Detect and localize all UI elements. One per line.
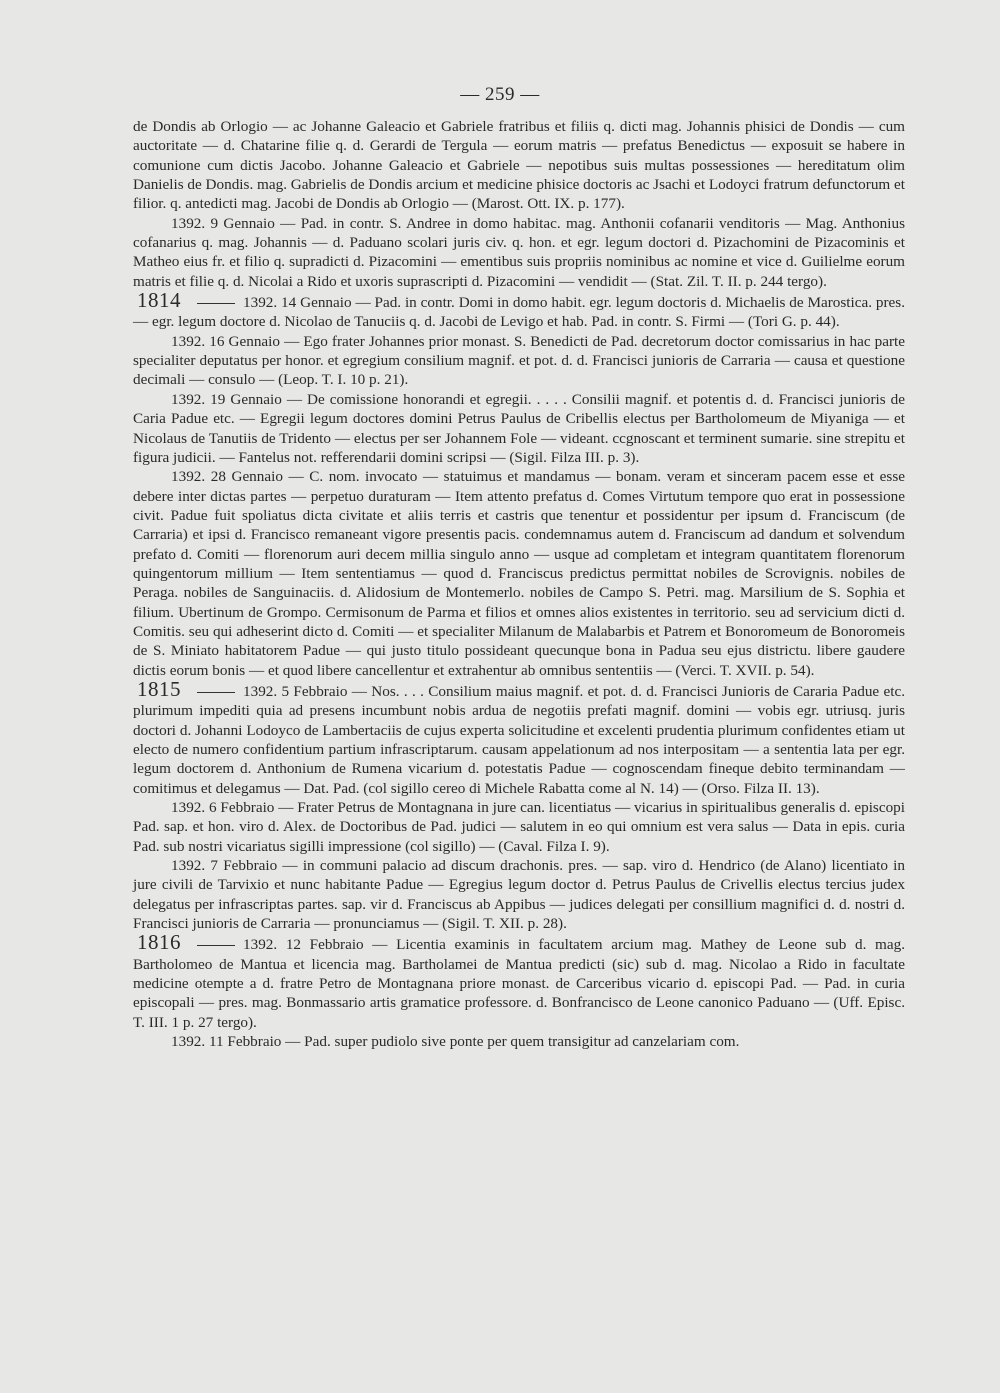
- paragraph: [133, 214, 905, 291]
- body-text: [133, 117, 905, 1052]
- paragraph-text: 1392. 14 Gennaio — Pad. in contr. Domi in domo habit. egr. legum doctoris d. Michaelis de Marostica. pres. — egr. legum doctore d. Nicolao de Tanuciis q. d. Jacobi de Levigo et hab. Pad. in contr. S. Firmi — (Tori G. p. 44).: [133, 294, 905, 331]
- paragraph: [133, 332, 905, 390]
- paragraph-text: 1392. 16 Gennaio — Ego frater Johannes prior monast. S. Benedicti de Pad. decretorum doctor comissarius in hac parte specialiter deputatus per honor. et egregium consilium magnif. et pot. d. d. Francisci junioris de Carraria — causa et questione decimali — consulo — (Leop. T. I. 10 p. 21).: [133, 332, 905, 389]
- paragraph-text: 1392. 12 Febbraio — Licentia examinis in facultatem arcium mag. Mathey de Leone sub d. mag. Bartholomeo de Mantua et licencia mag. Bartholamei de Mantua predicti (sic) sub d. mag. Nicolao a Rido in facultate medicine otempte a d. fratre Petro de Montagnana priore monast. de Carceribus vicario d. episcopi Pad. — Pad. in curia episcopali — pres. mag. Bonmassario artis gramatice professore. d. Bonfrancisco de Leone canonico Paduano — (Uff. Episc. T. III. 1 p. 27 tergo).: [133, 936, 905, 1031]
- paragraph: [133, 390, 905, 467]
- paragraph-text: 1392. 6 Febbraio — Frater Petrus de Montagnana in jure can. licentiatus — vicarius in spiritualibus generalis d. episcopi Pad. sap. et hon. viro d. Alex. de Doctoribus de Pad. judici — salutem in eo qui omnium est vera salus — Data in epis. curia Pad. sub nostri vicariatus sigilli impressione (col sigillo) — (Caval. Filza I. 9).: [133, 799, 905, 855]
- document-entry-1816: [133, 930, 905, 1032]
- number-dash-separator: [197, 945, 235, 946]
- paragraph: [133, 798, 905, 856]
- document-entry-1814: [133, 288, 905, 332]
- paragraph-text: 1392. 19 Gennaio — De comissione honorandi et egregii. . . . . Consilii magnif. et potentis d. d. Francisci junioris de Caria Padue etc. — Egregii legum doctores domini Petrus Paulus de Cribellis electus per Bartholomeum de Miyaniga — et Nicolaus de Tanutiis de Tridento — electus per ser Johannem Fole — videant. ccgnoscant et terminent sumarie. sine strepitu et figura judicii. — Fantelus not. refferendarii domini scripsi — (Sigil. Filza III. p. 3).: [133, 390, 905, 466]
- paragraph: [133, 467, 905, 680]
- document-number: 1815: [137, 676, 181, 701]
- number-dash-separator: [197, 692, 235, 693]
- document-entry-1815: [133, 676, 905, 798]
- paragraph-text: 1392. 9 Gennaio — Pad. in contr. S. Andree in domo habitac. mag. Anthonii cofanarii venditoris — Mag. Anthonius cofanarius q. mag. Johannis — d. Paduano scolari juris civ. q. hon. et egr. legum doctori d. Pizachomini de Pizacominis et Matheo eius fr. et filio q. supradicti d. Pizacomini — ementibus suis propriis nominibus ac nomine et vice d. Guilielme eorum matris et filie q. d. Nicolai a Rido et uxoris suprascripti d. Pizacomini — vendidit — (Stat. Zil. T. II. p. 244 tergo).: [133, 214, 905, 290]
- paragraph-text: de Dondis ab Orlogio — ac Johanne Galeacio et Gabriele fratribus et filiis q. dicti mag. Johannis phisici de Dondis — cum auctoritate — d. Chatarine filie q. d. Gerardi de Tergula — eorum matris — prefatus Benedictus — exposuit se habere in comunione cum dictis Jacobo. Johanne Galeacio et Gabriele — nepotibus suis multas possessiones — hereditatum olim Danielis de Dondis. mag. Gabrielis de Dondis arcium et medicine phisice doctoris ac Jsachi et Lodoyci fratrum defunctorum et filior. q. antedicti mag. Jacobi de Dondis ab Orlogio — (Marost. Ott. IX. p. 177).: [133, 118, 905, 213]
- number-dash-separator: [197, 303, 235, 304]
- paragraph-text: 1392. 28 Gennaio — C. nom. invocato — statuimus et mandamus — bonam. veram et sinceram pacem esse et esse debere inter dictas partes — perpetuo duraturam — Item attento prefatus d. Comes Virtutum tempore quo erat in possessione civit. Padue fuit spoliatus dicta civitate et aliis terris et castris que tenentur et possidentur per ipsum d. Franciscum (de Carraria) et ipsi d. Francisco remaneant vigore presentis pacis. condemnamus autem d. Franciscum ad dandum et solvendum prefato d. Comiti — florenorum auri decem millia singulo anno — usque ad completam et integram quantitatem florenorum quingentorum millium — Item sententiamus — quod d. Franciscus predictus permittat nobiles de Scrovignis. nobiles de Peraga. nobiles de Sanguinaciis. d. Alidosium de Montemerlo. nobiles de Campo S. Petri. mag. Marsilium de S. Sophia et filium. Ubertinum de Grompo. Cermisonum de Parma et filios et omnes alios existentes in territorio. seu ad servicium dicti d. Comitis. seu qui adheserint dicto d. Comiti — et specialiter Milanum de Malabarbis et Patrem et Bonoromeum de Bonoromeis de S. Miniato habitatorem Padue — qui justo titulo possideant quecunque bona in Padua seu ejus districtu. libere gaudere dictis eorum bonis — et quod libere cancellentur et extrahentur ab omnibus sententiis — (Verci. T. XVII. p. 54).: [133, 468, 905, 679]
- paragraph: [133, 117, 905, 214]
- document-number: 1816: [137, 930, 181, 955]
- paragraph-text: 1392. 11 Febbraio — Pad. super pudiolo sive ponte per quem transigitur ad canzelariam com.: [171, 1033, 740, 1051]
- document-number: 1814: [137, 288, 181, 313]
- paragraph: [133, 1032, 905, 1051]
- paragraph-text: 1392. 7 Febbraio — in communi palacio ad discum drachonis. pres. — sap. viro d. Hendrico (de Alano) licentiato in jure civili de Tarvixio et nunc habitante Padue — Egregius legum doctor d. Petrus Paulus de Crivellis electus tercius judex delegatus per infrascriptas partes. sap. vir d. Franciscus ab Appibus — judices delegati per consillium magnifici d. d. nostri d. Francisci junioris de Carraria — pronunciamus — (Sigil. T. XII. p. 28).: [133, 857, 905, 933]
- paragraph: [133, 856, 905, 933]
- page-number: — 259 —: [460, 84, 540, 105]
- paragraph-text: 1392. 5 Febbraio — Nos. . . . Consilium maius magnif. et pot. d. d. Francisci Junioris de Cararia Padue etc. plurimum impediti quia ad presens incumbunt nobis ardua de negotiis prefati magnif. domini — vobis egr. utriusq. juris doctori d. Johanni Lodoyco de Lambertaciis de cujus experta solicitudine et excelenti prudentia plurimum confidentes etiam ut electo de numero confidentium partium infrascriptarum. causam appelationum ad nos interpositam — a sententia lata per egr. legum doctorem d. Anthonium de Rumena vicarium d. potestatis Padue — cognoscendam fineque debito terminandam — comitimus et delegamus — Dat. Pad. (col sigillo cereo di Michele Rabatta come al N. 14) — (Orso. Filza II. 13).: [133, 682, 905, 797]
